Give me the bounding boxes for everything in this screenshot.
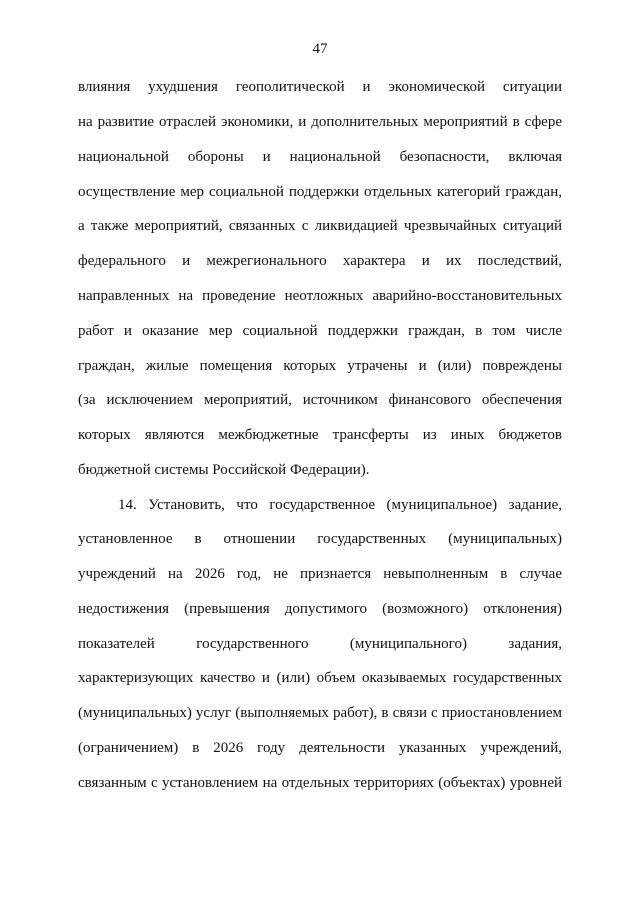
paragraph-first-line: 14. Установить, что государственное (муниципальное) задание, (118, 497, 562, 513)
text-line: граждан, жилые помещения которых утрачены и (или) повреждены (78, 358, 562, 374)
text-line: (муниципальных) услуг (выполняемых работ), в связи с приостановлением (78, 705, 562, 721)
text-line: показателей государственного (муниципального) задания, (78, 636, 562, 652)
text-line: учреждений на 2026 год, не признается невыполненным в случае (78, 566, 562, 582)
text-line: характеризующих качество и (или) объем оказываемых государственных (78, 670, 562, 686)
text-line: (ограничением) в 2026 году деятельности указанных учреждений, (78, 740, 562, 756)
text-line: недостижения (превышения допустимого (возможного) отклонения) (78, 601, 562, 617)
text-line: влияния ухудшения геополитической и экономической ситуации (78, 79, 562, 95)
text-line: установленное в отношении государственных (муниципальных) (78, 531, 562, 547)
text-line: осуществление мер социальной поддержки отдельных категорий граждан, (78, 184, 562, 200)
text-line: связанным с установлением на отдельных территориях (объектах) уровней (78, 775, 562, 791)
text-line: федерального и межрегионального характера и их последствий, (78, 253, 562, 269)
text-line: которых являются межбюджетные трансферты из иных бюджетов (78, 427, 562, 443)
text-line: бюджетной системы Российской Федерации). (78, 462, 370, 478)
text-line: направленных на проведение неотложных аварийно-восстановительных (78, 288, 562, 304)
text-line: а также мероприятий, связанных с ликвидацией чрезвычайных ситуаций (78, 218, 562, 234)
text-line: на развитие отраслей экономики, и дополнительных мероприятий в сфере (78, 114, 562, 130)
text-line: национальной обороны и национальной безопасности, включая (78, 149, 562, 165)
text-line: (за исключением мероприятий, источником финансового обеспечения (78, 392, 562, 408)
text-line: работ и оказание мер социальной поддержки граждан, в том числе (78, 323, 562, 339)
page-number: 47 (312, 41, 328, 57)
